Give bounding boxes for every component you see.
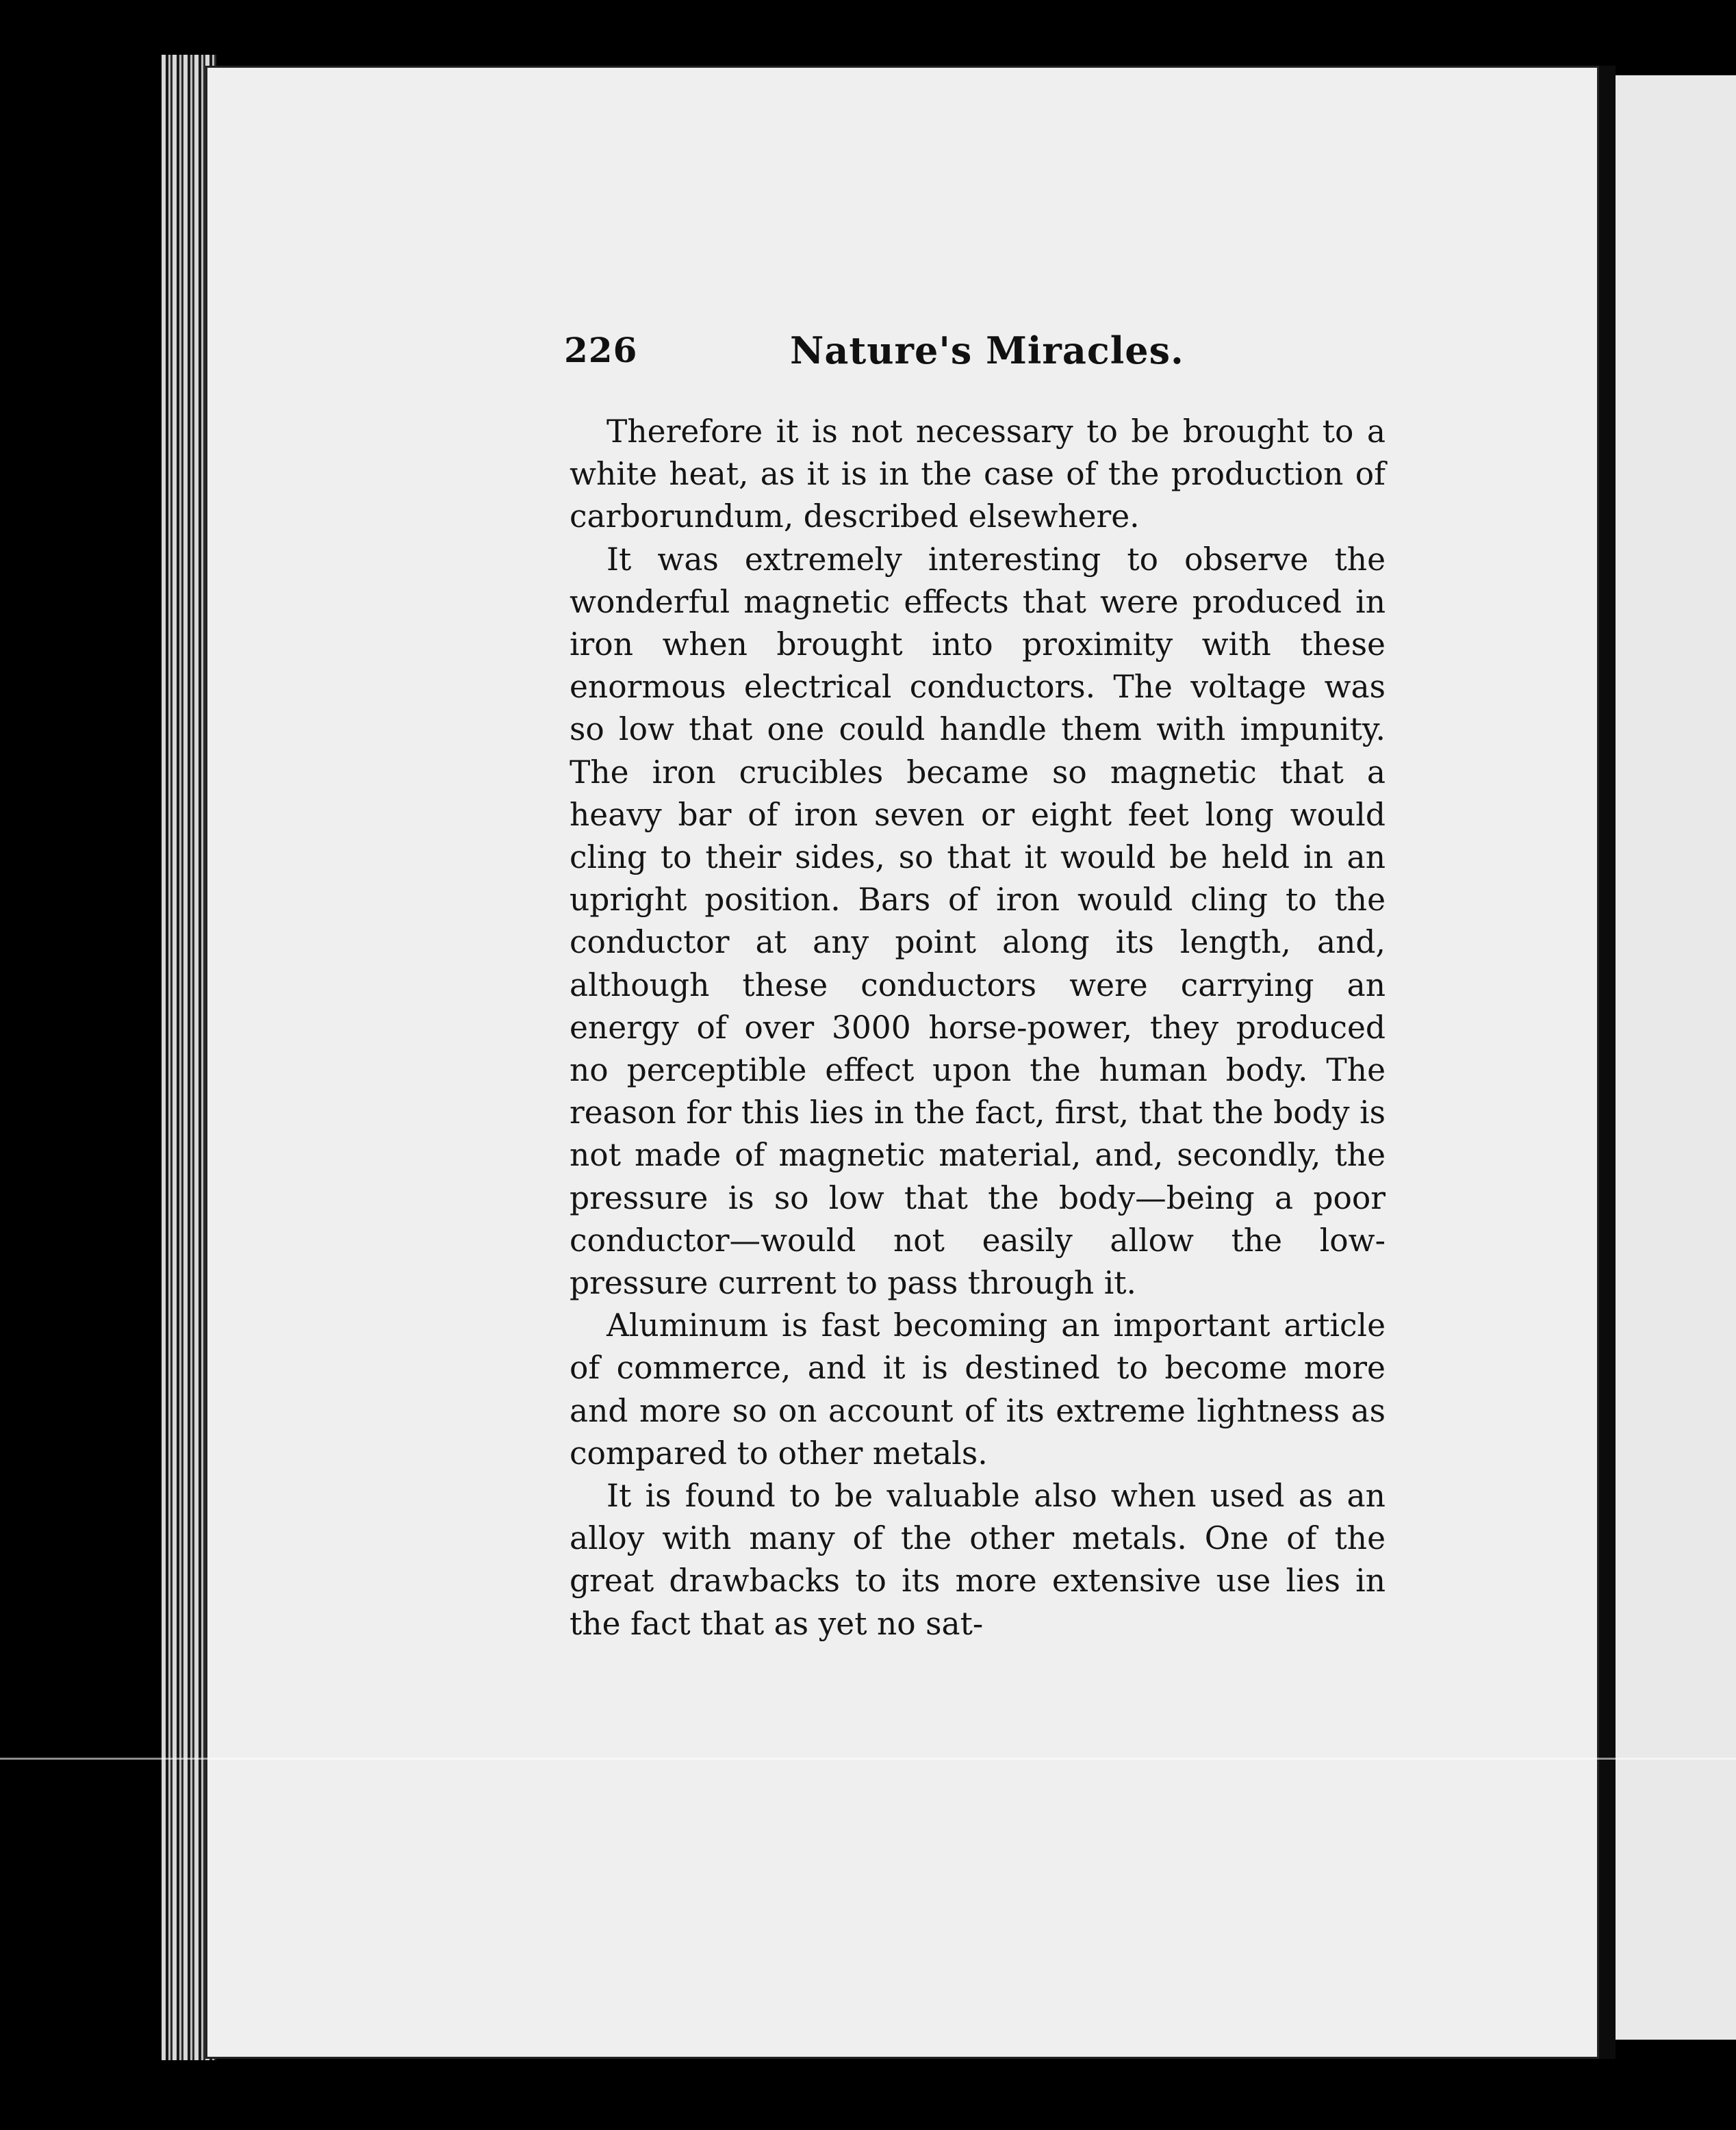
- body-text: [570, 411, 1386, 1645]
- scan-artifact-line: [0, 1758, 1736, 1760]
- facing-page-edge: [1616, 75, 1736, 2040]
- paragraph: It is found to be valuable also when used as an alloy with many of the other metals. One of the great drawbacks to its more extensive use lies in the fact that as yet no sat-: [570, 1478, 1386, 1642]
- page-number: 226: [564, 330, 638, 370]
- book-gutter: [1599, 66, 1616, 2059]
- page-header: [564, 330, 1386, 385]
- paragraph: It was extremely interesting to observe the wonderful magnetic effects that were produced in iron when brought into proximity with these enormous electrical conductors. The voltage was so low that one could handle them with impunity. The iron crucibles became so magnetic that a heavy bar of iron seven or eight feet long would cling to their sides, so that it would be held in an upright position. Bars of iron would cling to the conductor at any point along its length, and, although these conductors were carrying an energy of over 3000 horse-power, they produced no perceptible effect upon the human body. The reason for this lies in the fact, first, that the body is not made of magnetic material, and, secondly, the pressure is so low that the body—being a poor conductor—would not easily allow the low-pressure current to pass through it.: [570, 541, 1386, 1302]
- running-title: Nature's Miracles.: [790, 329, 1184, 372]
- paragraph: Aluminum is fast becoming an important article of commerce, and it is destined to become more and more so on account of its extreme lightness as compared to other metals.: [570, 1307, 1386, 1472]
- paragraph: Therefore it is not necessary to be brought to a white heat, as it is in the case of the production of carborundum, described elsewhere.: [570, 413, 1386, 535]
